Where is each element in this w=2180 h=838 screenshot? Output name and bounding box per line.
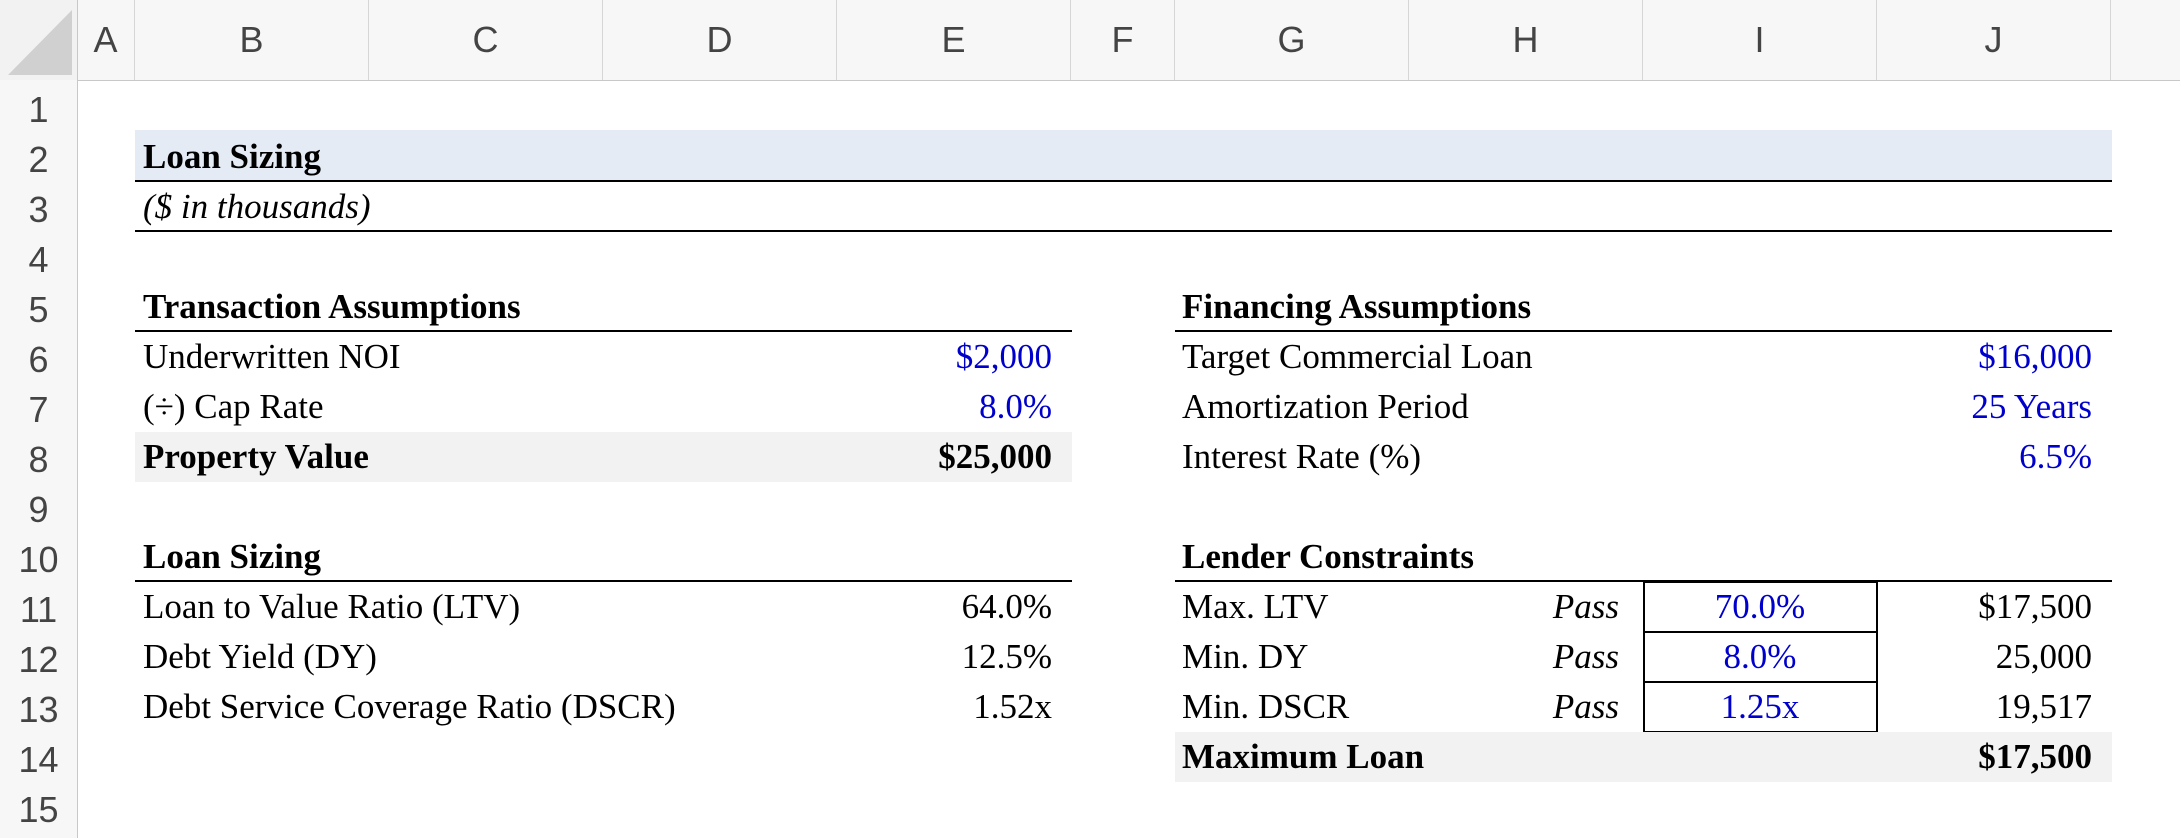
loan-sizing-heading: Loan Sizing: [143, 537, 321, 576]
cap-rate-label: (÷) Cap Rate: [143, 387, 324, 426]
row-header-6[interactable]: 6: [28, 339, 49, 380]
column-header-j[interactable]: J: [1877, 0, 2111, 80]
row-header-14[interactable]: 14: [18, 739, 59, 780]
column-header-a[interactable]: A: [77, 0, 135, 80]
dy-value-cell[interactable]: 12.5%: [961, 637, 1052, 676]
row-header-13[interactable]: 13: [18, 689, 59, 730]
ltv-label: Loan to Value Ratio (LTV): [143, 587, 521, 626]
row-header-2[interactable]: 2: [28, 139, 49, 180]
min-dy-status[interactable]: Pass: [1552, 637, 1619, 676]
column-header-c[interactable]: C: [369, 0, 603, 80]
column-header-h[interactable]: H: [1409, 0, 1643, 80]
subtitle-underline: [135, 230, 2112, 232]
row-header-9[interactable]: 9: [28, 489, 49, 530]
column-header-b[interactable]: B: [135, 0, 369, 80]
dy-label: Debt Yield (DY): [143, 637, 377, 676]
property-value-cell[interactable]: $25,000: [938, 437, 1052, 476]
column-header-i[interactable]: I: [1643, 0, 1877, 80]
transaction-heading: Transaction Assumptions: [143, 287, 521, 326]
row-header-12[interactable]: 12: [18, 639, 59, 680]
target-loan-label: Target Commercial Loan: [1182, 337, 1533, 376]
row-header-5[interactable]: 5: [28, 289, 49, 330]
noi-value-cell[interactable]: $2,000: [955, 337, 1052, 376]
dscr-label: Debt Service Coverage Ratio (DSCR): [143, 687, 676, 726]
row-header-4[interactable]: 4: [28, 239, 49, 280]
max-ltv-label: Max. LTV: [1182, 587, 1329, 626]
interest-rate-label: Interest Rate (%): [1182, 437, 1422, 476]
max-ltv-status[interactable]: Pass: [1552, 587, 1619, 626]
ltv-value-cell[interactable]: 64.0%: [961, 587, 1052, 626]
column-header-f[interactable]: F: [1071, 0, 1175, 80]
min-dscr-amount-cell[interactable]: 19,517: [1995, 687, 2092, 726]
amortization-value-cell[interactable]: 25 Years: [1971, 387, 2092, 426]
dscr-value-cell[interactable]: 1.52x: [973, 687, 1052, 726]
row-header-7[interactable]: 7: [28, 389, 49, 430]
min-dscr-status[interactable]: Pass: [1552, 687, 1619, 726]
row-header-11[interactable]: 11: [19, 589, 58, 630]
page-title: Loan Sizing: [143, 137, 321, 176]
amortization-label: Amortization Period: [1182, 387, 1469, 426]
title-band: [135, 130, 2112, 180]
select-all-triangle-icon: [0, 0, 77, 80]
row-header-8[interactable]: 8: [28, 439, 49, 480]
interest-rate-value-cell[interactable]: 6.5%: [2019, 437, 2092, 476]
financing-heading: Financing Assumptions: [1182, 287, 1532, 326]
min-dscr-threshold-cell[interactable]: 1.25x: [1720, 687, 1800, 726]
column-header-e[interactable]: E: [837, 0, 1071, 80]
lender-heading: Lender Constraints: [1182, 537, 1475, 576]
min-dy-threshold-cell[interactable]: 8.0%: [1723, 637, 1797, 676]
row-header-3[interactable]: 3: [28, 189, 49, 230]
property-value-label: Property Value: [143, 437, 369, 476]
column-header-d[interactable]: D: [603, 0, 837, 80]
row-header-10[interactable]: 10: [18, 539, 59, 580]
column-header-g[interactable]: G: [1175, 0, 1409, 80]
maximum-loan-value-cell[interactable]: $17,500: [1978, 737, 2092, 776]
max-ltv-threshold-cell[interactable]: 70.0%: [1714, 587, 1806, 626]
min-dy-amount-cell[interactable]: 25,000: [1995, 637, 2092, 676]
maximum-loan-label: Maximum Loan: [1182, 737, 1425, 776]
title-underline: [135, 180, 2112, 182]
min-dy-label: Min. DY: [1182, 637, 1309, 676]
row-header-15[interactable]: 15: [18, 789, 59, 830]
cap-rate-value-cell[interactable]: 8.0%: [979, 387, 1052, 426]
max-ltv-amount-cell[interactable]: $17,500: [1978, 587, 2092, 626]
target-loan-value-cell[interactable]: $16,000: [1978, 337, 2092, 376]
page-subtitle: ($ in thousands): [143, 187, 371, 226]
select-all-corner[interactable]: [0, 0, 78, 80]
noi-label: Underwritten NOI: [143, 337, 401, 376]
min-dscr-label: Min. DSCR: [1182, 687, 1350, 726]
row-header-1[interactable]: 1: [28, 89, 49, 130]
